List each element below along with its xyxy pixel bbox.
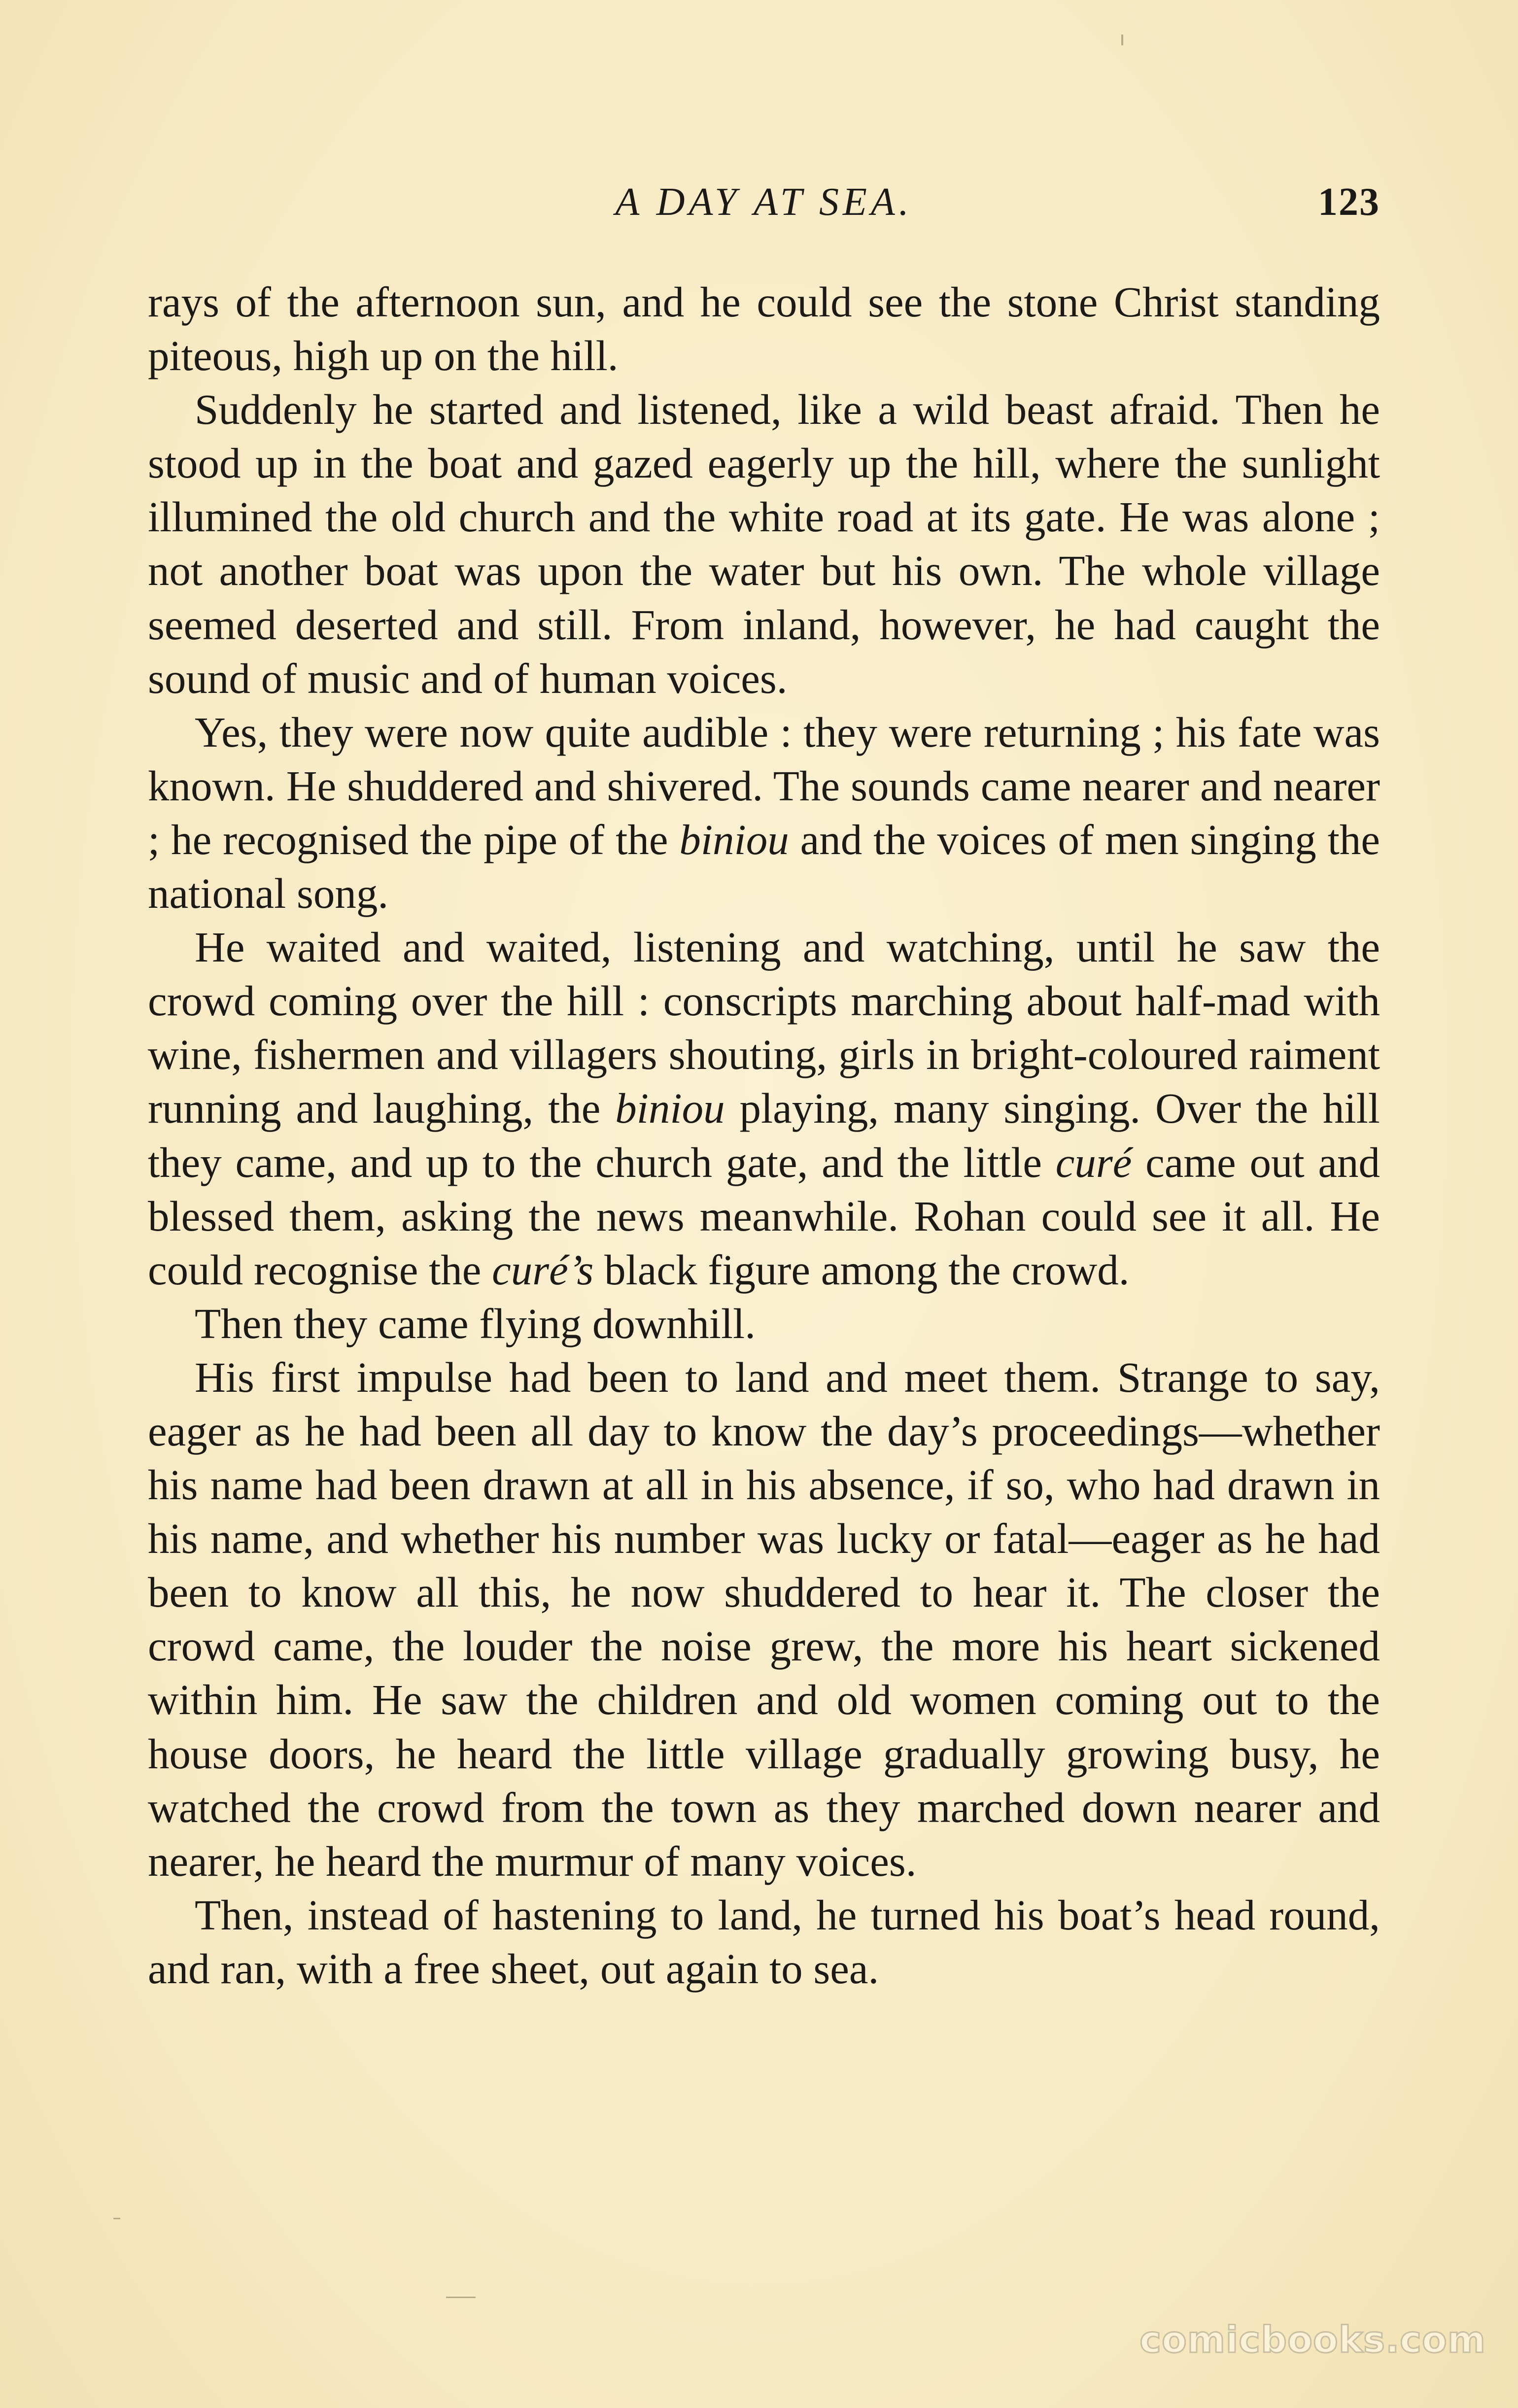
running-title: A DAY AT SEA. [615, 180, 913, 224]
text-run: Yes, they were now quite audible : they were returning ; his fate was known. He shuddered and shivered. The sounds came nearer and nearer ; he recognised the pipe of the [148, 708, 1380, 863]
text-run: rays of the afternoon sun, and he could see the stone Christ standing piteous, high up on the hill. [148, 278, 1380, 380]
paragraph [148, 382, 1380, 705]
italic-term: curé’s [492, 1245, 594, 1294]
italic-term: biniou [679, 815, 789, 863]
watermark: comicbooks.com [1139, 2319, 1486, 2361]
italic-term: biniou [615, 1084, 725, 1133]
text-run: playing, many singing. Over the hill they came, and up to the church gate, and the little [148, 1084, 1380, 1186]
text-run: His first impulse had been to land and meet them. Strange to say, eager as he had been all day to know the day’s proceedings—whether his name had been drawn at all in his absence, if so, who had drawn in his name, and whether his number was lucky or fatal—eager as he had been to know all this, he now shuddered to hear it. The closer the crowd came, the louder the noise grew, the more his heart sickened within him. He saw the children and old women coming out to the house doors, he heard the little village gradually growing busy, he watched the crowd from the town as they marched down nearer and nearer, he heard the murmur of many voices. [148, 1353, 1380, 1885]
text-run: Suddenly he started and listened, like a wild beast afraid. Then he stood up in the boat and gazed eagerly up the hill, where the sunlight illumined the old church and the white road at its gate. He was alone ; not another boat was upon the water but his own. The whole village seemed deserted and still. From inland, however, he had caught the sound of music and of human voices. [148, 385, 1380, 702]
paragraph [148, 1350, 1380, 1888]
edge-mark [1121, 34, 1123, 45]
paragraph [148, 705, 1380, 920]
italic-term: curé [1055, 1138, 1132, 1186]
paragraph [148, 1297, 1380, 1350]
paragraph [148, 1888, 1380, 1995]
text-run: Then, instead of hastening to land, he turned his boat’s head round, and ran, with a free sheet, out again to sea. [148, 1891, 1380, 1993]
text-run: and the voices of men singing the national song. [148, 815, 1380, 918]
text-run: Then they came flying downhill. [195, 1299, 756, 1347]
text-run: came out and blessed them, asking the news meanwhile. Rohan could see it all. He could recognise the [148, 1138, 1380, 1294]
paragraph [148, 920, 1380, 1297]
edge-mark [446, 2297, 476, 2298]
body-text [148, 275, 1380, 1995]
edge-mark [113, 2218, 120, 2219]
text-run: He waited and waited, listening and watching, until he saw the crowd coming over the hill : conscripts marching about half-mad with wine, fishermen and villagers shouting, girls in bright-coloured raiment running and laughing, the [148, 923, 1380, 1133]
page-number: 123 [1318, 180, 1380, 224]
running-header [148, 175, 1380, 229]
paragraph [148, 275, 1380, 382]
text-run: black figure among the crowd. [593, 1245, 1130, 1294]
